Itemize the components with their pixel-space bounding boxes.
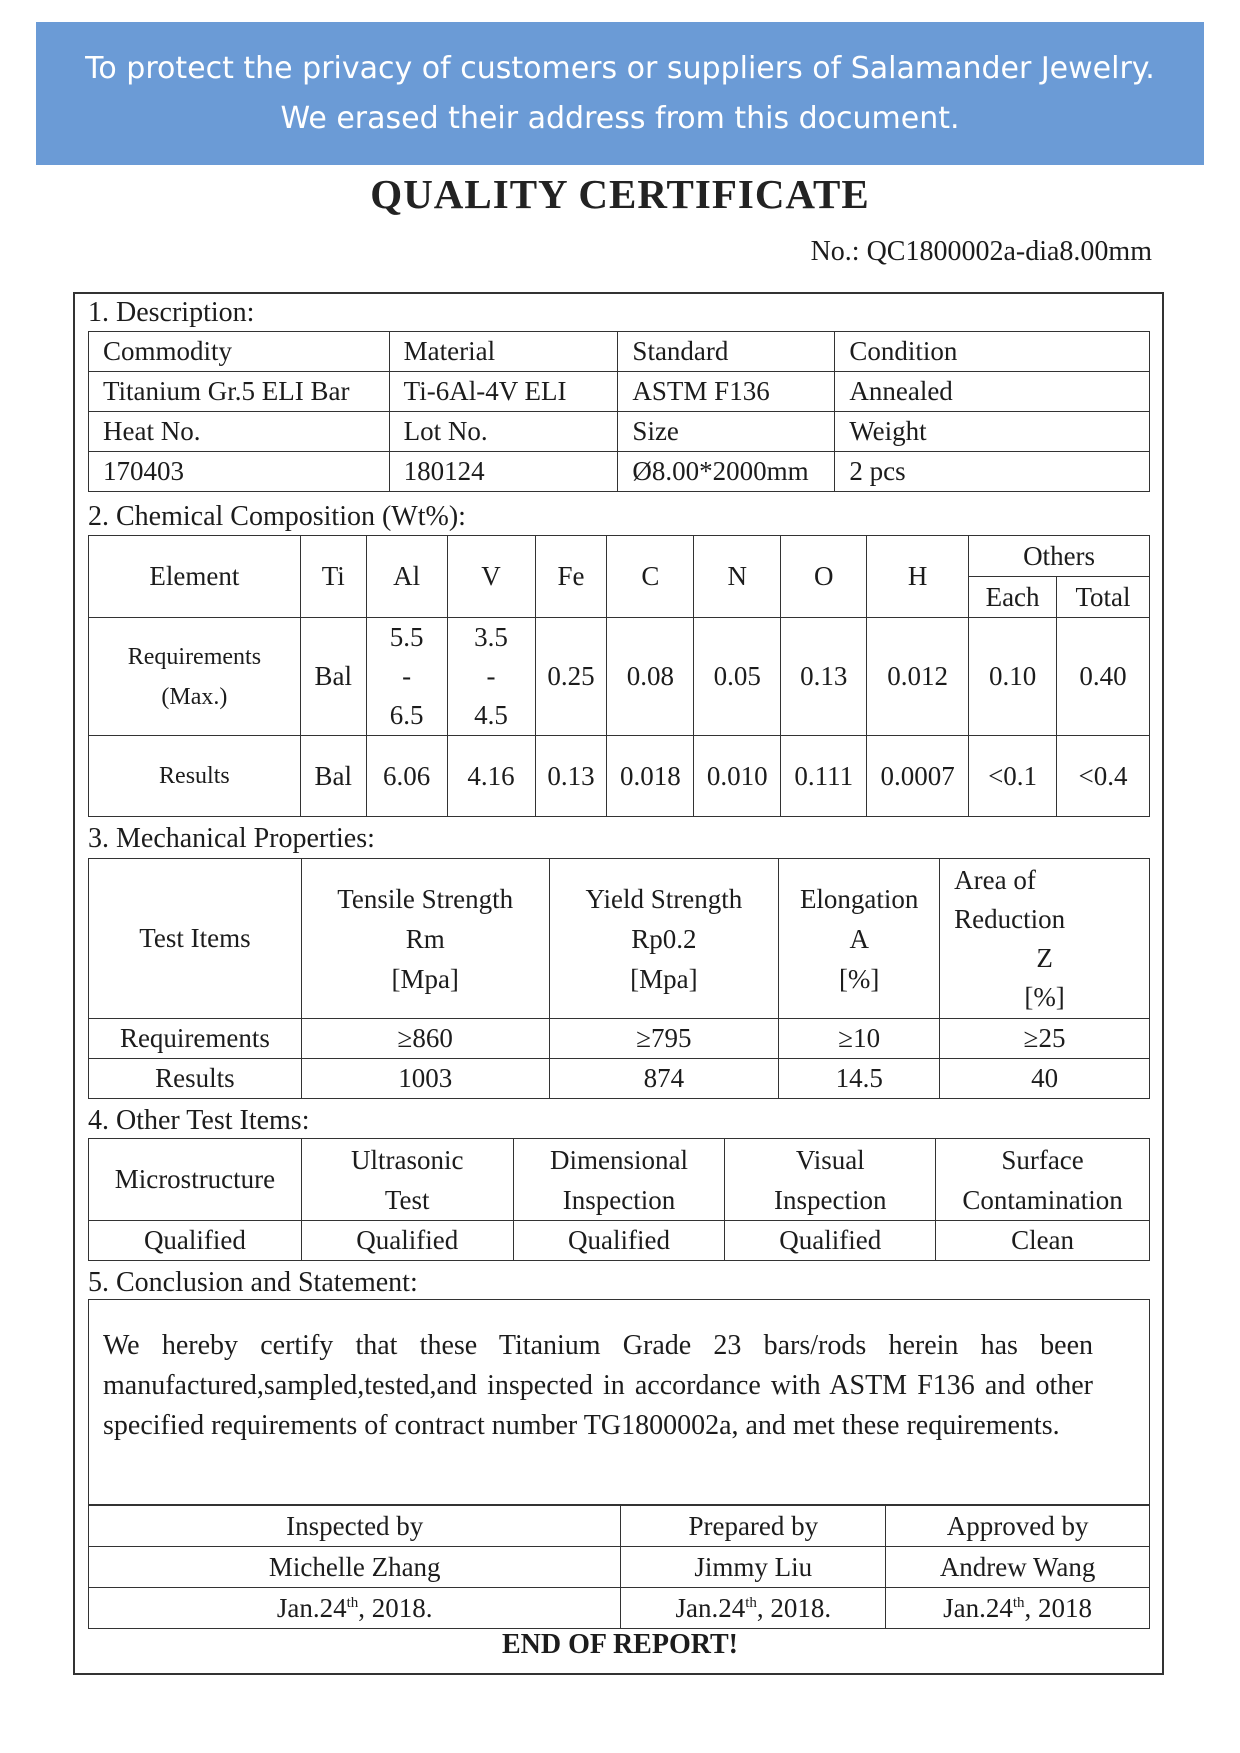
others-label: Others bbox=[969, 536, 1150, 577]
section-conclusion-heading: 5. Conclusion and Statement: bbox=[88, 1267, 418, 1298]
test-items-label: Test Items bbox=[89, 859, 302, 1019]
element-label: Element bbox=[89, 536, 301, 618]
element-ti: Ti bbox=[300, 536, 366, 618]
others-each-label: Each bbox=[969, 577, 1057, 618]
result-al: 6.06 bbox=[366, 736, 447, 817]
requirement-al bbox=[366, 618, 447, 736]
result-v: 4.16 bbox=[447, 736, 535, 817]
certificate-number: No.: QC1800002a-dia8.00mm bbox=[810, 236, 1152, 267]
description-value-cell: 170403 bbox=[89, 452, 390, 492]
description-value-cell: Ø8.00*2000mm bbox=[618, 452, 835, 492]
requirement-al-max: 6.5 bbox=[389, 700, 424, 730]
result-others-each: <0.1 bbox=[969, 736, 1057, 817]
section-mechanical-heading: 3. Mechanical Properties: bbox=[88, 823, 375, 854]
tensile-strength-header bbox=[301, 859, 549, 1019]
approver-name: Andrew Wang bbox=[886, 1547, 1150, 1588]
element-v: V bbox=[447, 536, 535, 618]
area-of-reduction-header bbox=[940, 859, 1150, 1019]
privacy-banner bbox=[36, 22, 1204, 165]
result-ti: Bal bbox=[300, 736, 366, 817]
requirement-v-dash: - bbox=[486, 661, 496, 691]
header-line: A bbox=[849, 923, 869, 954]
header-line: Inspection bbox=[774, 1184, 887, 1215]
mech-result-tensile: 1003 bbox=[301, 1059, 549, 1099]
header-line: [%] bbox=[1024, 981, 1065, 1012]
result-c: 0.018 bbox=[607, 736, 694, 817]
description-header-cell: Size bbox=[618, 412, 835, 452]
visual-inspection-header bbox=[725, 1139, 936, 1221]
result-others-total: <0.4 bbox=[1057, 736, 1150, 817]
dimensional-inspection-header bbox=[513, 1139, 725, 1221]
visual-inspection-result: Qualified bbox=[725, 1221, 936, 1261]
requirement-v-min: 3.5 bbox=[474, 622, 508, 652]
mech-result-yield: 874 bbox=[549, 1059, 779, 1099]
mechanical-properties-table bbox=[88, 858, 1150, 1099]
inspector-name: Michelle Zhang bbox=[89, 1547, 621, 1588]
microstructure-result: Qualified bbox=[89, 1221, 302, 1261]
requirement-al-dash: - bbox=[402, 661, 412, 691]
description-header-cell: Standard bbox=[618, 332, 835, 372]
requirement-c: 0.08 bbox=[607, 618, 694, 736]
requirements-label-line1: Requirements bbox=[127, 643, 262, 670]
mech-result-area: 40 bbox=[940, 1059, 1150, 1099]
header-line: Inspection bbox=[562, 1184, 676, 1215]
result-n: 0.010 bbox=[694, 736, 781, 817]
requirements-label bbox=[89, 618, 301, 736]
mech-requirement-area: ≥25 bbox=[940, 1019, 1150, 1059]
header-line: Area of bbox=[954, 864, 1036, 895]
description-header-cell: Heat No. bbox=[89, 412, 390, 452]
description-table bbox=[88, 331, 1150, 492]
ultrasonic-test-result: Qualified bbox=[301, 1221, 513, 1261]
mech-results-label: Results bbox=[89, 1059, 302, 1099]
chemical-composition-table bbox=[88, 535, 1150, 817]
inspection-date bbox=[89, 1588, 621, 1629]
date-sup: th bbox=[745, 1594, 757, 1611]
mech-requirement-yield: ≥795 bbox=[549, 1019, 779, 1059]
element-fe: Fe bbox=[535, 536, 607, 618]
header-line: Rm bbox=[405, 923, 445, 954]
section-chemical-heading: 2. Chemical Composition (Wt%): bbox=[88, 501, 466, 532]
header-line: Elongation bbox=[799, 883, 919, 914]
date-suffix: , 2018. bbox=[756, 1592, 832, 1623]
approval-date bbox=[886, 1588, 1150, 1629]
conclusion-statement bbox=[88, 1299, 1150, 1505]
section-other-heading: 4. Other Test Items: bbox=[88, 1105, 310, 1136]
header-line: Contamination bbox=[962, 1184, 1123, 1215]
requirement-fe: 0.25 bbox=[535, 618, 607, 736]
surface-contamination-result: Clean bbox=[936, 1221, 1150, 1261]
date-prefix: Jan.24 bbox=[943, 1592, 1013, 1623]
mech-requirements-label: Requirements bbox=[89, 1019, 302, 1059]
date-suffix: , 2018 bbox=[1024, 1592, 1093, 1623]
conclusion-text: We hereby certify that these Titanium Grade 23 bars/rods herein has been manufactured,sampled,tested,and inspected in accordance with ASTM F136 and other specified requirements of contract number TG1800002a, and met these requirements. bbox=[103, 1330, 1093, 1441]
ultrasonic-test-header bbox=[301, 1139, 513, 1221]
description-value-cell: 180124 bbox=[389, 452, 618, 492]
requirement-ti: Bal bbox=[300, 618, 366, 736]
requirements-label-line2: (Max.) bbox=[161, 683, 228, 710]
result-h: 0.0007 bbox=[867, 736, 969, 817]
date-prefix: Jan.24 bbox=[276, 1592, 347, 1623]
requirement-others-total: 0.40 bbox=[1057, 618, 1150, 736]
privacy-banner-line2: We erased their address from this document. bbox=[280, 101, 960, 136]
element-o: O bbox=[781, 536, 867, 618]
header-line: Rp0.2 bbox=[631, 923, 697, 954]
microstructure-header: Microstructure bbox=[89, 1139, 302, 1221]
header-line: Z bbox=[1036, 942, 1053, 973]
others-total-label: Total bbox=[1057, 577, 1150, 618]
requirement-n: 0.05 bbox=[694, 618, 781, 736]
surface-contamination-header bbox=[936, 1139, 1150, 1221]
header-line: Dimensional bbox=[550, 1144, 688, 1175]
approved-by-label: Approved by bbox=[886, 1506, 1150, 1547]
privacy-banner-line1: To protect the privacy of customers or suppliers of Salamander Jewelry. bbox=[85, 51, 1155, 86]
description-value-cell: Ti-6Al-4V ELI bbox=[389, 372, 618, 412]
dimensional-inspection-result: Qualified bbox=[513, 1221, 725, 1261]
description-header-cell: Material bbox=[389, 332, 618, 372]
element-h: H bbox=[867, 536, 969, 618]
other-test-items-table bbox=[88, 1138, 1150, 1261]
header-line: Ultrasonic bbox=[350, 1144, 464, 1175]
header-line: Yield Strength bbox=[585, 883, 743, 914]
preparation-date bbox=[621, 1588, 886, 1629]
yield-strength-header bbox=[549, 859, 779, 1019]
description-header-cell: Lot No. bbox=[389, 412, 618, 452]
mech-requirement-elongation: ≥10 bbox=[779, 1019, 940, 1059]
requirement-o: 0.13 bbox=[781, 618, 867, 736]
header-line: Reduction bbox=[954, 903, 1066, 934]
requirement-others-each: 0.10 bbox=[969, 618, 1057, 736]
requirement-v-max: 4.5 bbox=[474, 700, 508, 730]
preparer-name: Jimmy Liu bbox=[621, 1547, 886, 1588]
date-prefix: Jan.24 bbox=[675, 1592, 746, 1623]
inspected-by-label: Inspected by bbox=[89, 1506, 621, 1547]
mech-result-elongation: 14.5 bbox=[779, 1059, 940, 1099]
description-value-cell: Annealed bbox=[835, 372, 1150, 412]
mech-requirement-tensile: ≥860 bbox=[301, 1019, 549, 1059]
prepared-by-label: Prepared by bbox=[621, 1506, 886, 1547]
description-header-cell: Weight bbox=[835, 412, 1150, 452]
element-c: C bbox=[607, 536, 694, 618]
element-al: Al bbox=[366, 536, 447, 618]
requirement-v bbox=[447, 618, 535, 736]
date-sup: th bbox=[1012, 1594, 1025, 1611]
header-line: [Mpa] bbox=[630, 963, 698, 994]
signature-table bbox=[88, 1505, 1150, 1629]
results-label: Results bbox=[89, 736, 301, 817]
header-line: [%] bbox=[838, 963, 880, 994]
certificate-title: QUALITY CERTIFICATE bbox=[370, 171, 870, 217]
description-value-cell: Titanium Gr.5 ELI Bar bbox=[89, 372, 390, 412]
description-header-cell: Commodity bbox=[89, 332, 390, 372]
element-n: N bbox=[694, 536, 781, 618]
description-value-cell: 2 pcs bbox=[835, 452, 1150, 492]
requirement-al-min: 5.5 bbox=[389, 622, 424, 652]
result-fe: 0.13 bbox=[535, 736, 607, 817]
header-line: Surface bbox=[1001, 1144, 1084, 1175]
header-line: Test bbox=[384, 1184, 430, 1215]
description-value-cell: ASTM F136 bbox=[618, 372, 835, 412]
date-suffix: , 2018. bbox=[358, 1592, 433, 1623]
description-header-cell: Condition bbox=[835, 332, 1150, 372]
header-line: Visual bbox=[795, 1144, 865, 1175]
header-line: [Mpa] bbox=[391, 963, 459, 994]
result-o: 0.111 bbox=[781, 736, 867, 817]
date-sup: th bbox=[346, 1594, 359, 1611]
elongation-header bbox=[779, 859, 940, 1019]
section-description-heading: 1. Description: bbox=[88, 297, 255, 328]
requirement-h: 0.012 bbox=[867, 618, 969, 736]
header-line: Tensile Strength bbox=[337, 883, 514, 914]
end-of-report: END OF REPORT! bbox=[502, 1629, 738, 1660]
